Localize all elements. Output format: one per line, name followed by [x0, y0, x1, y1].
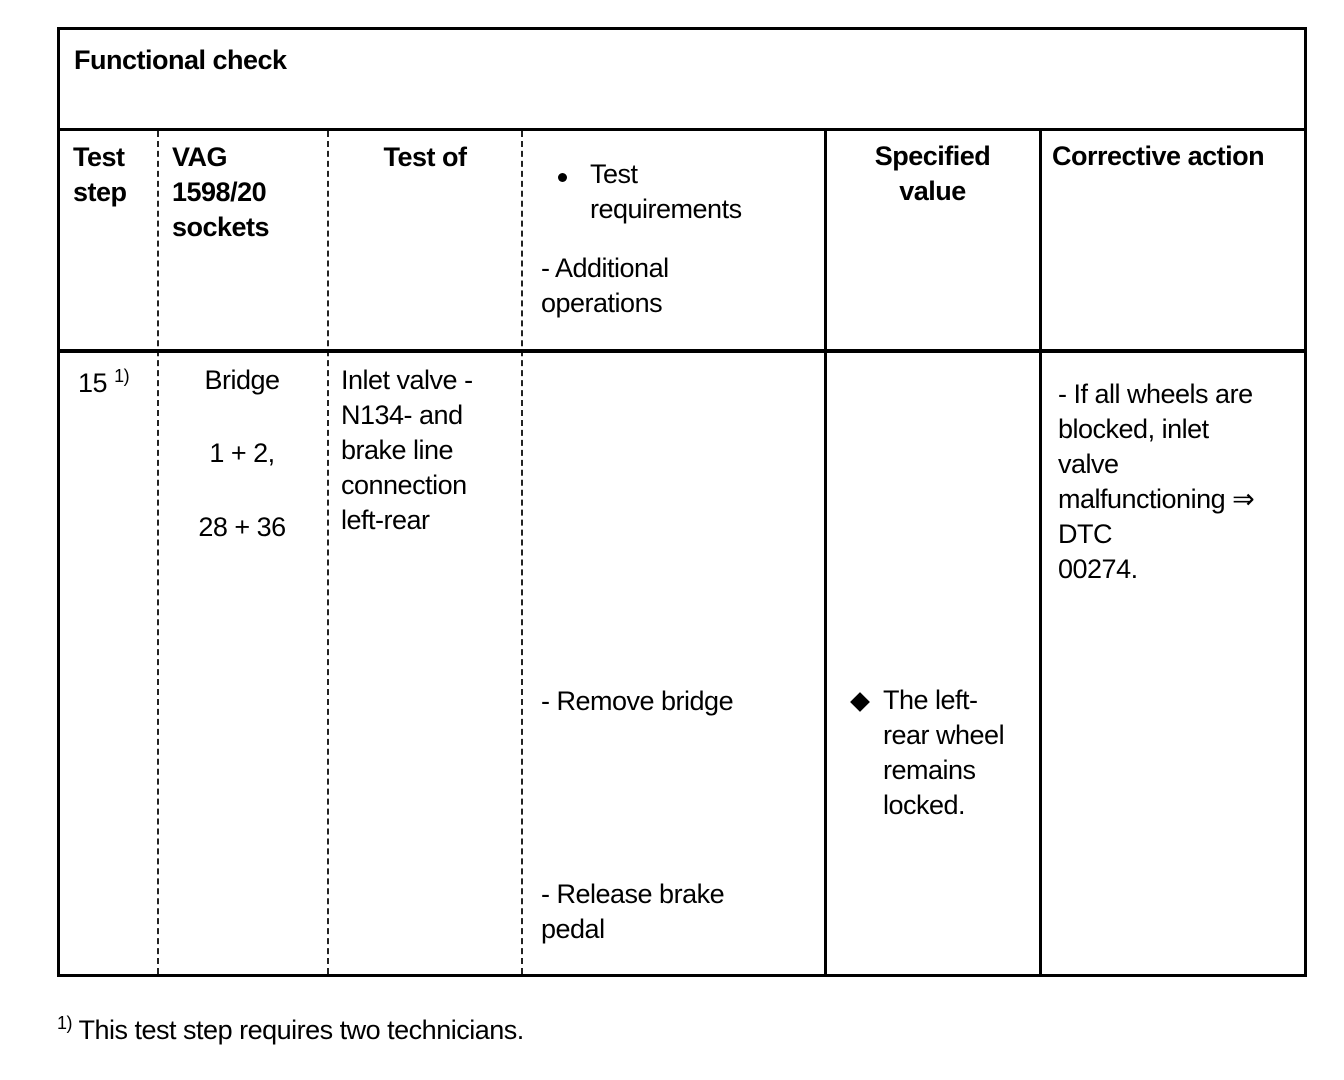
header-additional-operations: - Additional operations — [541, 253, 669, 318]
header-test-of: Test of — [383, 142, 467, 172]
specified-value-text: The left- rear wheel remains locked. — [883, 685, 1005, 820]
test-step-number — [78, 366, 129, 401]
functional-check-table — [57, 27, 1307, 977]
test-step-value: 15 — [78, 368, 108, 398]
table-title-row — [60, 30, 1304, 131]
corrective-action-text: - If all wheels are blocked, inlet valve malfunctioning ⇒ DTC 00274. — [1058, 379, 1255, 584]
header-sockets: VAG 1598/20 sockets — [172, 142, 270, 242]
operation-release-brake-pedal: - Release brake pedal — [541, 879, 725, 944]
footnote — [57, 1015, 524, 1046]
sockets-pair-2: 28 + 36 — [198, 512, 286, 542]
header-divider — [60, 349, 1304, 353]
header-corrective-action: Corrective action — [1052, 141, 1265, 171]
column-divider — [327, 131, 329, 974]
footnote-reference: 1) — [114, 366, 130, 386]
bullet-dot-icon — [558, 173, 567, 182]
header-test-requirements: Test requirements — [590, 159, 742, 224]
bridge-label: Bridge — [204, 365, 280, 395]
footnote-mark: 1) — [57, 1013, 73, 1033]
table-title: Functional check — [74, 45, 287, 75]
footnote-text: This test step requires two technicians. — [72, 1015, 524, 1045]
operation-remove-bridge: - Remove bridge — [541, 686, 734, 716]
test-of-description: Inlet valve - N134- and brake line connection left-rear — [341, 365, 473, 535]
column-divider — [521, 131, 523, 974]
column-divider — [157, 131, 159, 974]
sockets-pair-1: 1 + 2, — [209, 438, 275, 468]
column-divider — [824, 131, 827, 974]
diamond-bullet-icon — [850, 692, 870, 712]
header-test-step: Test step — [73, 142, 127, 207]
header-specified-value: Specified value — [874, 141, 991, 206]
column-divider — [1039, 131, 1042, 974]
